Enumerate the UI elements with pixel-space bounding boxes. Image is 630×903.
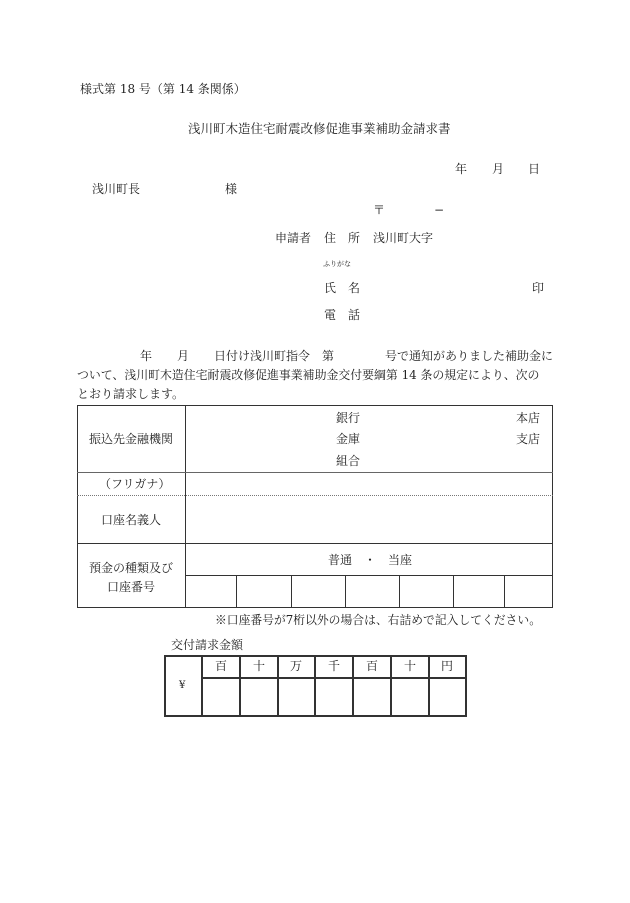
seal-mark: 印 [532, 281, 545, 295]
applicant-label: 申請者 [275, 231, 312, 245]
phone-label: 電 話 [324, 308, 361, 322]
amount-col-hundred: 百 [366, 659, 379, 673]
body-date-order: 日付け浅川町指令 第 [214, 349, 335, 363]
furigana-row-label: （フリガナ） [99, 477, 171, 491]
account-number-label: 口座番号 [107, 580, 156, 594]
furigana-field[interactable] [373, 257, 523, 269]
phone-field[interactable] [373, 305, 523, 323]
name-field[interactable] [373, 278, 523, 296]
account-digit-3[interactable] [293, 577, 344, 606]
bank-type-bank: 銀行 [336, 411, 361, 425]
postal-code-field-2[interactable] [446, 201, 486, 217]
amount-col-ten-thousand: 万 [290, 659, 303, 673]
account-digit-2[interactable] [238, 577, 290, 606]
amount-col-hundred-million: 百 [215, 659, 228, 673]
body-line2: ついて、浅川町木造住宅耐震改修促進事業補助金交付要綱第 14 条の規定により、次の [77, 368, 540, 382]
branch-type-branch: 支店 [516, 432, 541, 446]
amount-digit-7[interactable] [430, 679, 465, 715]
account-holder-field[interactable] [187, 497, 551, 542]
bank-name-field[interactable] [190, 410, 330, 468]
amount-digit-6[interactable] [392, 679, 428, 715]
date-day-label: 日 [528, 162, 541, 176]
amount-digit-1[interactable] [203, 679, 239, 715]
branch-type-head: 本店 [516, 411, 541, 425]
account-digit-1[interactable] [187, 577, 235, 606]
account-holder-label: 口座名義人 [101, 513, 162, 527]
name-label: 氏 名 [324, 281, 361, 295]
account-digit-7[interactable] [506, 577, 551, 606]
postal-mark: 〒 [373, 203, 386, 217]
amount-digit-5[interactable] [354, 679, 390, 715]
account-number-note: ※口座番号が7桁以外の場合は、右詰めで記入してください。 [215, 613, 542, 627]
addressee-honorific: 様 [225, 182, 238, 196]
postal-code-field[interactable] [385, 201, 430, 217]
address-field[interactable] [436, 228, 546, 246]
amount-col-thousand: 千 [328, 659, 341, 673]
amount-col-ten-million: 十 [253, 659, 266, 673]
amount-digit-4[interactable] [316, 679, 352, 715]
account-type-options[interactable]: 普通 ・ 当座 [328, 553, 413, 567]
account-digit-4[interactable] [347, 577, 398, 606]
amount-digit-2[interactable] [241, 679, 277, 715]
document-title: 浅川町木造住宅耐震改修促進事業補助金請求書 [188, 121, 451, 136]
account-digit-5[interactable] [401, 577, 452, 606]
addressee-name: 浅川町長 [92, 182, 141, 196]
form-number: 様式第 18 号（第 14 条関係） [80, 82, 246, 96]
account-furigana-field[interactable] [187, 474, 551, 494]
account-digit-6[interactable] [455, 577, 503, 606]
date-month-label: 月 [492, 162, 505, 176]
body-line3: とおり請求します。 [77, 387, 185, 401]
address-label: 住 所 [324, 231, 361, 245]
branch-name-field[interactable] [370, 410, 510, 468]
address-value: 浅川町大字 [373, 231, 434, 245]
amount-col-ten: 十 [404, 659, 417, 673]
postal-dash: − [434, 203, 445, 217]
amount-digit-3[interactable] [279, 679, 314, 715]
body-line1-tail: 号で通知がありました補助金に [385, 349, 554, 363]
amount-col-yen: 円 [441, 659, 454, 673]
bank-type-kumiai: 組合 [336, 454, 361, 468]
institution-label: 振込先金融機関 [89, 432, 174, 446]
date-year-label: 年 [455, 162, 468, 176]
currency-symbol: ¥ [179, 680, 186, 691]
amount-label: 交付請求金額 [171, 638, 244, 652]
bank-type-shinkin: 金庫 [336, 432, 361, 446]
account-type-label: 預金の種類及び [89, 561, 174, 575]
body-month: 月 [177, 349, 190, 363]
body-year: 年 [140, 349, 153, 363]
furigana-label: ふりがな [323, 260, 351, 268]
